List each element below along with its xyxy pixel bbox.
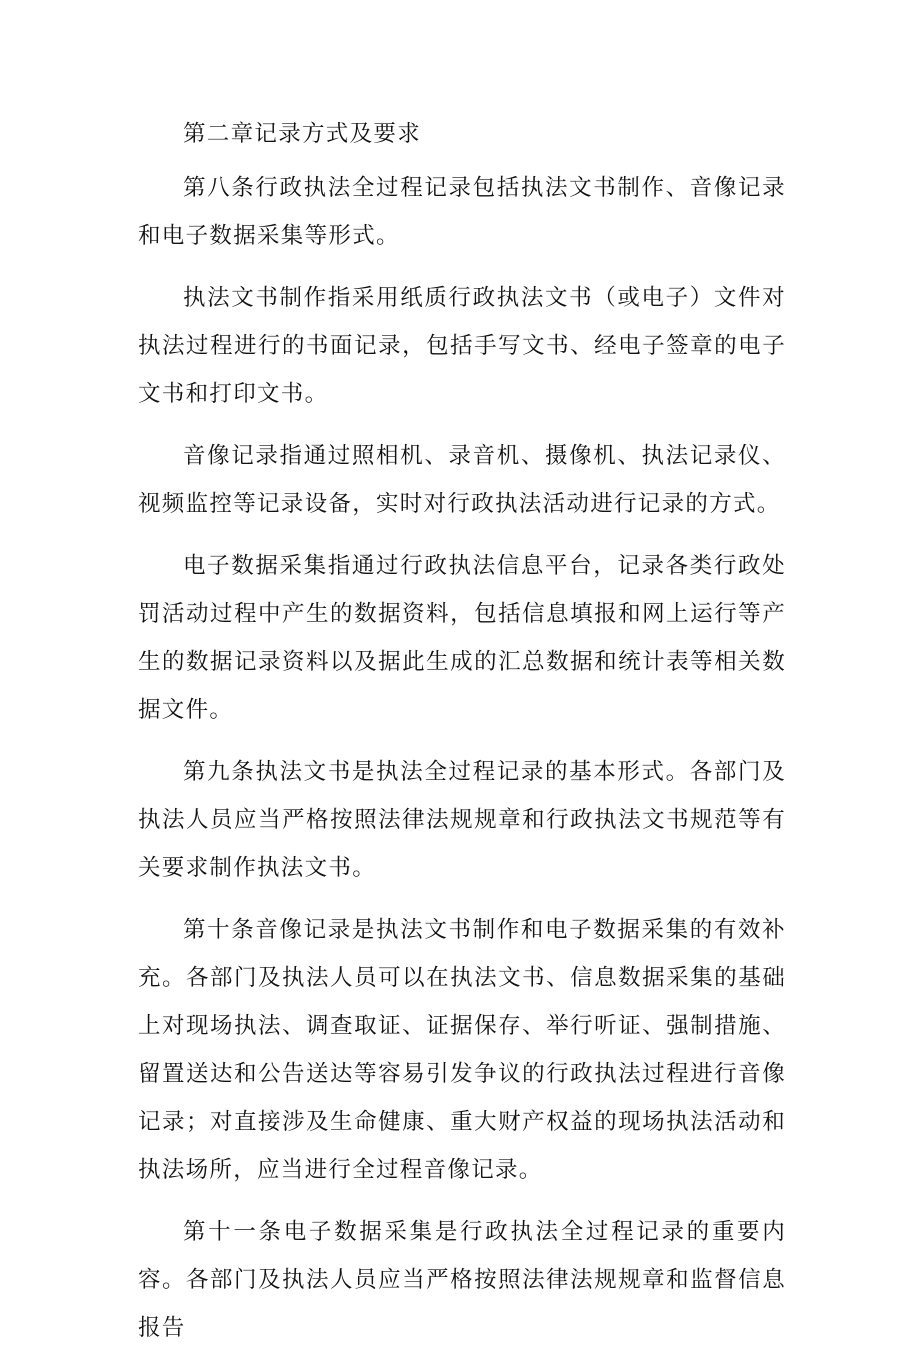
document-writing-paragraph: 执法文书制作指采用纸质行政执法文书（或电子）文件对执法过程进行的书面记录，包括手写文书、经电子签章的电子文书和打印文书。 bbox=[138, 285, 786, 407]
article-11-paragraph: 第十一条电子数据采集是行政执法全过程记录的重要内容。各部门及执法人员应当严格按照法律法规规章和监督信息报告 bbox=[138, 1219, 786, 1341]
document-body bbox=[138, 110, 786, 1366]
electronic-data-paragraph: 电子数据采集指通过行政执法信息平台，记录各类行政处罚活动过程中产生的数据资料，包括信息填报和网上运行等产生的数据记录资料以及据此生成的汇总数据和统计表等相关数据文件。 bbox=[138, 553, 786, 723]
article-8-paragraph: 第八条行政执法全过程记录包括执法文书制作、音像记录和电子数据采集等形式。 bbox=[138, 175, 786, 249]
article-9-paragraph: 第九条执法文书是执法全过程记录的基本形式。各部门及执法人员应当严格按照法律法规规章和行政执法文书规范等有关要求制作执法文书。 bbox=[138, 759, 786, 881]
audio-video-record-paragraph: 音像记录指通过照相机、录音机、摄像机、执法记录仪、视频监控等记录设备，实时对行政执法活动进行记录的方式。 bbox=[138, 443, 786, 517]
chapter-title: 第二章记录方式及要求 bbox=[183, 121, 422, 147]
article-10-paragraph: 第十条音像记录是执法文书制作和电子数据采集的有效补充。各部门及执法人员可以在执法文书、信息数据采集的基础上对现场执法、调查取证、证据保存、举行听证、强制措施、留置送达和公告送达等容易引发争议的行政执法过程进行音像记录；对直接涉及生命健康、重大财产权益的现场执法活动和执法场所，应当进行全过程音像记录。 bbox=[138, 917, 786, 1183]
